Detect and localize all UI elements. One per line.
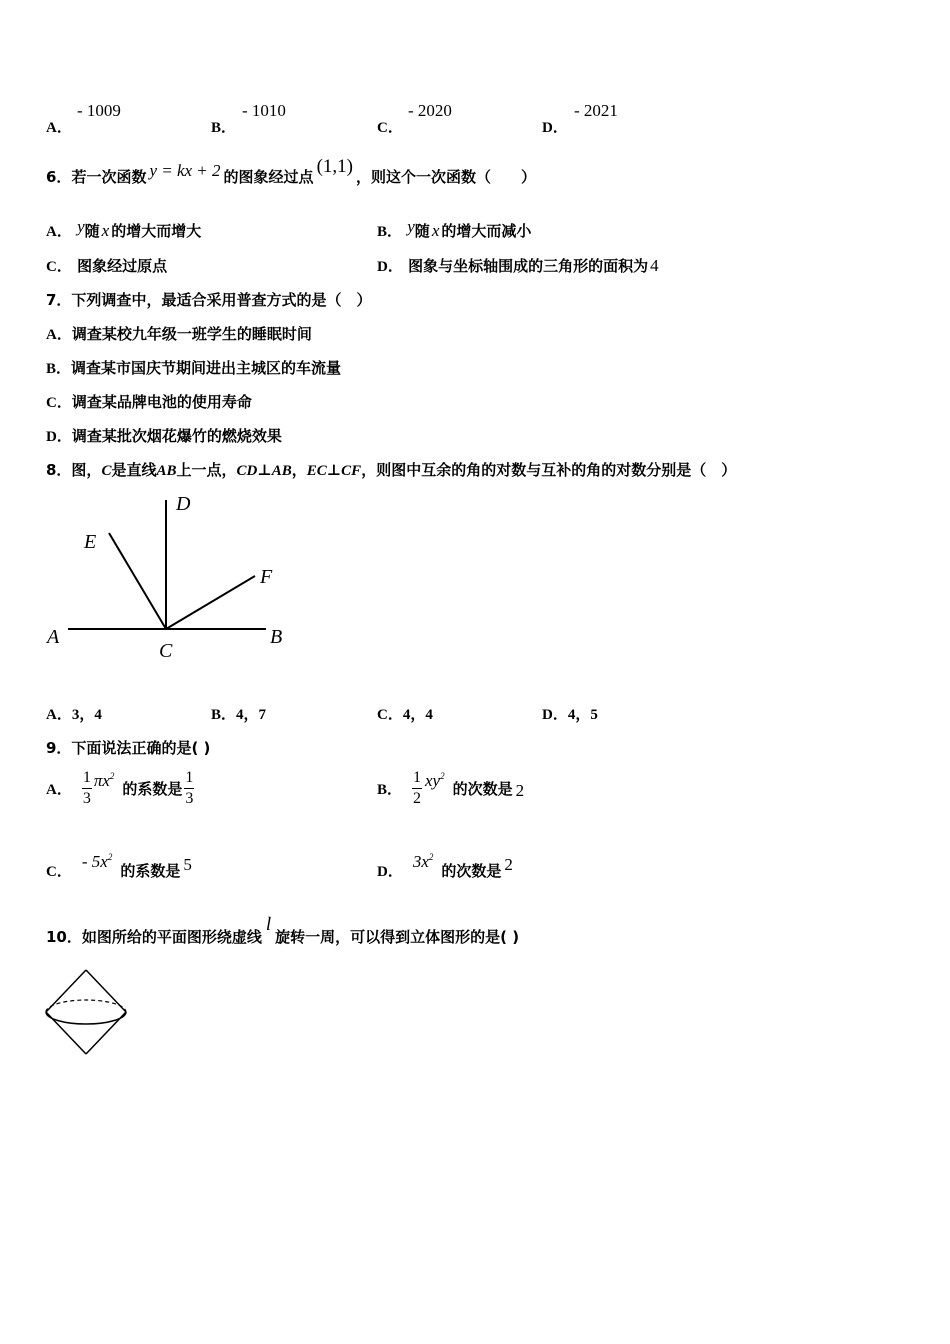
- label-d: D: [176, 493, 191, 515]
- q9-c-exponent: 2: [107, 852, 113, 862]
- q6-option-c-text: 图象经过原点: [77, 257, 168, 275]
- q6-number: 6．: [46, 168, 72, 186]
- q8-text-3: 上一点，: [176, 461, 237, 479]
- q9-option-b-fraction: [412, 770, 422, 807]
- q10-text-pre: 10．如图所给的平面图形绕虚线: [46, 928, 262, 946]
- q6-option-c-label: C．: [46, 259, 72, 275]
- q6-option-a-y: y: [77, 217, 85, 236]
- label-b: B: [270, 626, 283, 648]
- q6-text-pre: 若一次函数: [71, 168, 147, 186]
- q9-option-c-term: [82, 852, 112, 872]
- q9-option-a-fraction: [82, 770, 92, 807]
- q10-text-post: 旋转一周，可以得到立体图形的是( ): [275, 928, 520, 946]
- q9-option-c-answer: 5: [183, 855, 192, 874]
- q5-option-b-value: - 1010: [242, 101, 286, 120]
- q7-option-c-label: C．: [46, 395, 72, 411]
- ellipse-back-dashed: [46, 1000, 126, 1012]
- q9-b-denominator: 2: [413, 790, 422, 807]
- q9-option-a-text: 的系数是: [122, 780, 183, 798]
- q8-option-b-value: 4，7: [236, 707, 267, 723]
- q6-option-b-label: B．: [377, 224, 403, 240]
- q6-option-b: [377, 217, 532, 241]
- label-f: F: [260, 566, 273, 588]
- q8-option-b: [211, 703, 266, 724]
- q5-option-c-value: - 2020: [408, 101, 452, 120]
- q8-option-b-label: B．: [211, 707, 237, 723]
- q6-option-a-label: A．: [46, 224, 72, 240]
- q5-option-d-label: D．: [542, 120, 568, 136]
- q7-option-a-text: 调查某校九年级一班学生的睡眠时间: [71, 325, 312, 343]
- q5-option-d-value: - 2021: [574, 101, 618, 120]
- q9-b-numerator: 1: [413, 769, 422, 786]
- q9-option-c: [46, 852, 192, 880]
- ellipse-front: [46, 1012, 126, 1024]
- q6-option-d-text: 图象与坐标轴围成的三角形的面积为: [408, 257, 649, 275]
- ray-ce: [109, 533, 166, 629]
- label-e: E: [84, 531, 97, 553]
- q8-angle-figure: [40, 488, 300, 668]
- q6-option-a-sui: 随: [84, 222, 100, 240]
- q9-option-d-answer: 2: [504, 855, 513, 874]
- q8-option-a-value: 3，4: [71, 707, 102, 723]
- q10-axis-l: l: [265, 914, 272, 935]
- q8-stem: [46, 459, 736, 480]
- q6-option-d-label: D．: [377, 259, 403, 275]
- q9-option-d-term: [413, 852, 434, 872]
- q9-a-denominator: 3: [82, 790, 91, 807]
- q6-option-b-y: y: [407, 217, 415, 236]
- q10-double-cone-figure: [40, 964, 135, 1060]
- q6-option-d-num: 4: [650, 256, 659, 275]
- q9-d-term-base: 3x: [412, 852, 429, 871]
- q9-option-b-text: 的次数是: [452, 780, 513, 798]
- q8-option-d-label: D．: [542, 707, 568, 723]
- q7-option-d: [46, 425, 282, 446]
- q9-d-exponent: 2: [428, 852, 434, 862]
- label-c: C: [159, 640, 173, 662]
- q10-stem: [46, 914, 520, 948]
- q8-cd-perp-ab: CD⊥AB: [236, 463, 292, 479]
- q6-option-b-x: x: [431, 221, 440, 240]
- q6-text-mid: 的图象经过点: [223, 168, 314, 186]
- q9-a-numerator: 1: [82, 769, 91, 786]
- q9-option-d-text: 的次数是: [441, 862, 502, 880]
- q6-point: (1,1): [316, 156, 353, 177]
- label-a: A: [47, 626, 60, 648]
- q7-option-c-text: 调查某品牌电池的使用寿命: [71, 393, 252, 411]
- q6-option-a: [46, 217, 202, 241]
- q8-line-ab: AB: [156, 463, 177, 479]
- q9-a-exponent: 2: [109, 770, 115, 781]
- q8-option-d-value: 4，5: [567, 707, 598, 723]
- q8-point-c: C: [101, 463, 112, 479]
- q9-option-a-answer: [184, 770, 194, 807]
- q7-option-b-text: 调查某市国庆节期间进出主城区的车流量: [71, 359, 342, 377]
- q6-option-b-sui: 随: [414, 222, 430, 240]
- q9-option-b-answer: 2: [515, 780, 525, 800]
- q8-option-a-label: A．: [46, 707, 72, 723]
- q6-option-d: [377, 255, 659, 276]
- q5-option-b-label: B．: [211, 120, 237, 136]
- q7-option-b: [46, 357, 341, 378]
- q9-option-a: [46, 770, 194, 807]
- q9-stem: 9．下面说法正确的是( ): [46, 739, 211, 757]
- q8-text-4: ，: [291, 461, 307, 479]
- q8-option-a: [46, 703, 102, 724]
- q7-option-a: [46, 323, 312, 344]
- q6-text-post: ，则这个一次函数（ ）: [355, 168, 536, 186]
- q9-a-answer-numerator: 1: [185, 769, 194, 786]
- q9-b-term-base: xy: [425, 770, 441, 790]
- q8-option-c-value: 4，4: [402, 707, 433, 723]
- q6-stem: [46, 156, 536, 188]
- q5-option-a-value: - 1009: [77, 101, 121, 120]
- q9-option-d: [377, 852, 513, 880]
- q7-option-c: [46, 391, 252, 412]
- q8-option-d: [542, 703, 598, 724]
- q9-option-c-label: C．: [46, 864, 72, 880]
- q9-option-a-term: [94, 771, 115, 791]
- q6-option-c: [46, 255, 167, 276]
- ray-cf: [166, 576, 255, 629]
- q9-option-b-label: B．: [377, 782, 403, 798]
- q5-option-a-label: A．: [46, 120, 72, 136]
- q8-option-c: [377, 703, 433, 724]
- q6-formula: y = kx + 2: [149, 161, 221, 180]
- q9-option-b-term: [425, 771, 445, 791]
- q7-option-d-label: D．: [46, 429, 72, 445]
- q8-option-c-label: C．: [377, 707, 403, 723]
- q5-option-c-label: C．: [377, 120, 403, 136]
- q9-option-c-text: 的系数是: [120, 862, 181, 880]
- q7-stem: 7．下列调查中，最适合采用普查方式的是（ ）: [46, 291, 372, 309]
- q9-option-d-label: D．: [377, 864, 403, 880]
- q8-text-1: 8．图，: [46, 461, 102, 479]
- q9-option-a-label: A．: [46, 782, 72, 798]
- q7-option-d-text: 调查某批次烟花爆竹的燃烧效果: [71, 427, 282, 445]
- q6-option-b-text: 的增大而减小: [441, 222, 532, 240]
- q6-option-a-text: 的增大而增大: [111, 222, 202, 240]
- q9-option-b: [377, 770, 524, 807]
- q8-text-2: 是直线: [111, 461, 157, 479]
- q8-ec-perp-cf: EC⊥CF: [306, 463, 362, 479]
- q9-c-term-base: - 5x: [81, 852, 108, 871]
- q6-option-a-x: x: [101, 221, 110, 240]
- q9-a-answer-denominator: 3: [185, 790, 194, 807]
- q9-b-exponent: 2: [440, 770, 445, 781]
- q7-option-a-label: A．: [46, 327, 72, 343]
- q9-a-term-base: πx: [93, 770, 110, 790]
- q8-text-5: ，则图中互余的角的对数与互补的角的对数分别是（ ）: [361, 461, 737, 479]
- q7-option-b-label: B．: [46, 361, 72, 377]
